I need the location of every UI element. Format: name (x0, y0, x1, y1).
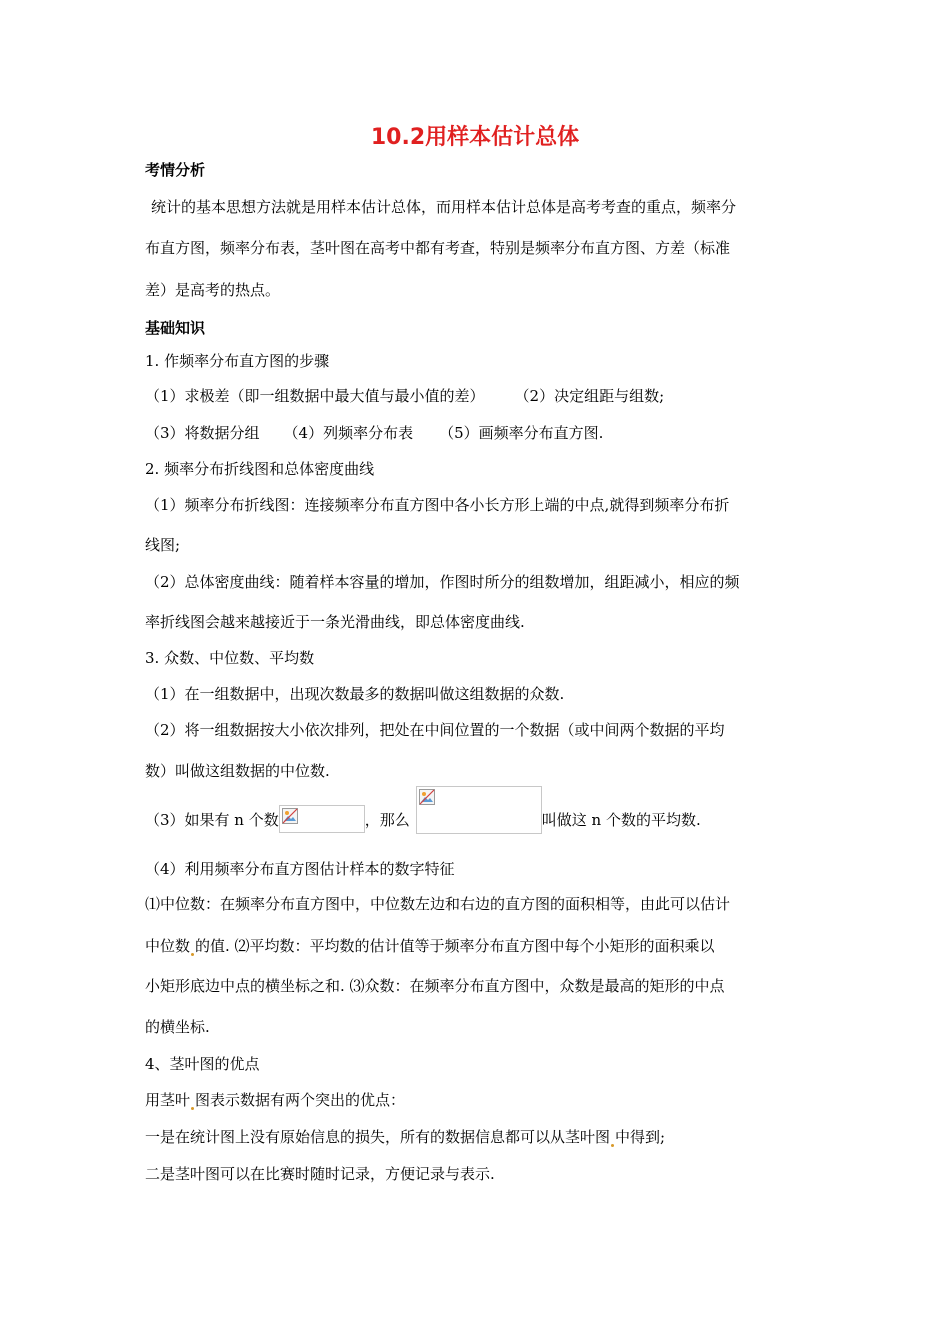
marker-dot (191, 953, 194, 956)
paragraph-line (145, 936, 815, 956)
paragraph-line: （1）频率分布折线图：连接频率分布直方图中各小长方形上端的中点,就得到频率分布折 (145, 496, 730, 514)
broken-image-icon (419, 789, 435, 805)
paragraph-line: （4）利用频率分布直方图估计样本的数字特征 (145, 860, 455, 878)
section-heading-knowledge: 基础知识 (145, 319, 206, 337)
item-title-3: 3. 众数、中位数、平均数 (145, 649, 315, 667)
step-draw: （5）画频率分布直方图. (439, 424, 604, 442)
paragraph-line: 二是茎叶图可以在比赛时随时记录，方便记录与表示. (145, 1165, 495, 1183)
item-title-2: 2. 频率分布折线图和总体密度曲线 (145, 460, 375, 478)
marker-dot (191, 1107, 194, 1110)
text-span: 用茎叶 (145, 1091, 191, 1109)
text-span: 图表示数据有两个突出的优点： (195, 1091, 406, 1109)
paragraph-line: 统计的基本思想方法就是用样本估计总体，而用样本估计总体是高考考查的重点，频率分 (151, 198, 737, 216)
broken-image-icon (282, 808, 298, 824)
section-heading-analysis: 考情分析 (145, 161, 206, 179)
paragraph-line: 数）叫做这组数据的中位数. (145, 762, 330, 780)
text-span: 的值. ⑵平均数：平均数的估计值等于频率分布直方图中每个小矩形的面积乘以 (195, 937, 715, 955)
mean-text-post: 叫做这 n 个数的平均数. (541, 811, 701, 829)
mean-text-pre: （3）如果有 n 个数 (145, 811, 279, 829)
paragraph-line: （2）将一组数据按大小依次排列，把处在中间位置的一个数据（或中间两个数据的平均 (145, 721, 725, 739)
marker-dot (611, 1144, 614, 1147)
step-group: （3）将数据分组 (145, 424, 260, 442)
formula-image-mean (416, 786, 542, 834)
step-table: （4）列频率分布表 (283, 424, 414, 442)
paragraph-line: 布直方图，频率分布表，茎叶图在高考中都有考查，特别是频率分布直方图、方差（标准 (145, 239, 731, 257)
paragraph-line: 小矩形底边中点的横坐标之和. ⑶众数：在频率分布直方图中，众数是最高的矩形的中点 (145, 977, 725, 995)
page-title: 10.2用样本估计总体 (370, 125, 580, 150)
text-span: 一是在统计图上没有原始信息的损失，所有的数据信息都可以从茎叶图 (145, 1128, 611, 1146)
text-span: 中位数 (145, 937, 191, 955)
step-interval: （2）决定组距与组数; (514, 387, 665, 405)
item-title-4: 4、茎叶图的优点 (145, 1055, 260, 1073)
formula-image-data (279, 805, 365, 833)
paragraph-line: 率折线图会越来越接近于一条光滑曲线，即总体密度曲线. (145, 613, 525, 631)
step-range: （1）求极差（即一组数据中最大值与最小值的差） (145, 387, 485, 405)
paragraph-line (145, 423, 815, 443)
paragraph-line: ⑴中位数：在频率分布直方图中，中位数左边和右边的直方图的面积相等，由此可以估计 (145, 895, 731, 913)
paragraph-line: 线图; (145, 536, 181, 554)
mean-text-mid: ，那么 (364, 811, 410, 829)
paragraph-line: （1）在一组数据中，出现次数最多的数据叫做这组数据的众数. (145, 685, 565, 703)
paragraph-line: 差）是高考的热点。 (145, 281, 281, 299)
paragraph-line (145, 1090, 815, 1110)
paragraph-line (145, 1127, 815, 1147)
paragraph-line: 的横坐标. (145, 1018, 210, 1036)
text-span: 中得到; (615, 1128, 666, 1146)
paragraph-line (145, 386, 815, 406)
paragraph-line: （2）总体密度曲线：随着样本容量的增加，作图时所分的组数增加，组距减小，相应的频 (145, 573, 740, 591)
item-title-1: 1. 作频率分布直方图的步骤 (145, 352, 330, 370)
paragraph-line (145, 808, 815, 832)
